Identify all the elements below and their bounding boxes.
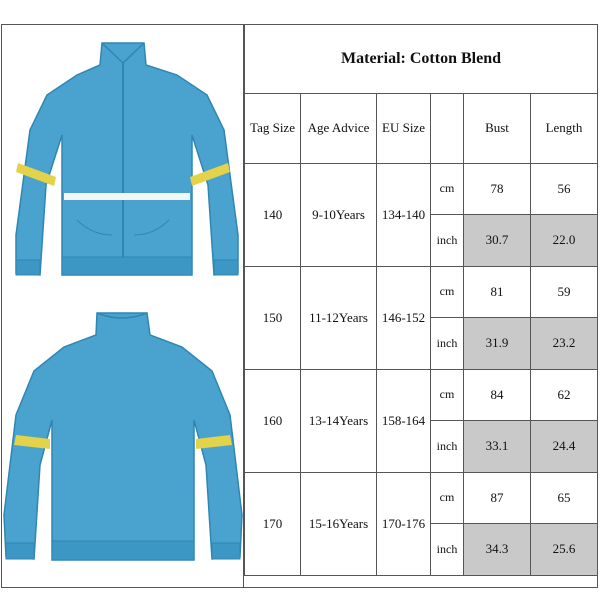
header-bust: Bust — [464, 93, 531, 163]
length-cm-cell: 62 — [531, 369, 598, 421]
jacket-front-image — [2, 35, 244, 290]
length-inch-cell: 22.0 — [531, 215, 598, 267]
size-table-panel — [244, 25, 597, 587]
unit-cm-label: cm — [431, 163, 464, 215]
size-chart-frame — [1, 24, 598, 588]
unit-cm-label: cm — [431, 472, 464, 524]
unit-inch-label: inch — [431, 318, 464, 370]
bust-cm-cell: 87 — [464, 472, 531, 524]
unit-cm-label: cm — [431, 266, 464, 318]
header-age-advice: Age Advice — [301, 93, 377, 163]
bust-inch-cell: 31.9 — [464, 318, 531, 370]
bust-inch-cell: 33.1 — [464, 421, 531, 473]
size-table — [244, 25, 598, 576]
tag-size-cell: 150 — [245, 266, 301, 369]
unit-inch-label: inch — [431, 524, 464, 576]
eu-size-cell: 170-176 — [377, 472, 431, 575]
bust-cm-cell: 81 — [464, 266, 531, 318]
jacket-back-image — [2, 305, 244, 575]
header-tag-size: Tag Size — [245, 93, 301, 163]
header-unit — [431, 93, 464, 163]
tag-size-cell: 140 — [245, 163, 301, 266]
bust-cm-cell: 84 — [464, 369, 531, 421]
eu-size-cell: 134-140 — [377, 163, 431, 266]
age-advice-cell: 13-14Years — [301, 369, 377, 472]
header-eu-size: EU Size — [377, 93, 431, 163]
eu-size-cell: 146-152 — [377, 266, 431, 369]
bust-cm-cell: 78 — [464, 163, 531, 215]
eu-size-cell: 158-164 — [377, 369, 431, 472]
length-inch-cell: 24.4 — [531, 421, 598, 473]
unit-inch-label: inch — [431, 215, 464, 267]
age-advice-cell: 15-16Years — [301, 472, 377, 575]
length-cm-cell: 65 — [531, 472, 598, 524]
product-photo-panel — [2, 25, 244, 587]
length-cm-cell: 59 — [531, 266, 598, 318]
header-length: Length — [531, 93, 598, 163]
length-inch-cell: 23.2 — [531, 318, 598, 370]
table-title: Material: Cotton Blend — [245, 25, 598, 93]
length-cm-cell: 56 — [531, 163, 598, 215]
bust-inch-cell: 34.3 — [464, 524, 531, 576]
length-inch-cell: 25.6 — [531, 524, 598, 576]
tag-size-cell: 170 — [245, 472, 301, 575]
unit-cm-label: cm — [431, 369, 464, 421]
tag-size-cell: 160 — [245, 369, 301, 472]
unit-inch-label: inch — [431, 421, 464, 473]
age-advice-cell: 9-10Years — [301, 163, 377, 266]
age-advice-cell: 11-12Years — [301, 266, 377, 369]
bust-inch-cell: 30.7 — [464, 215, 531, 267]
